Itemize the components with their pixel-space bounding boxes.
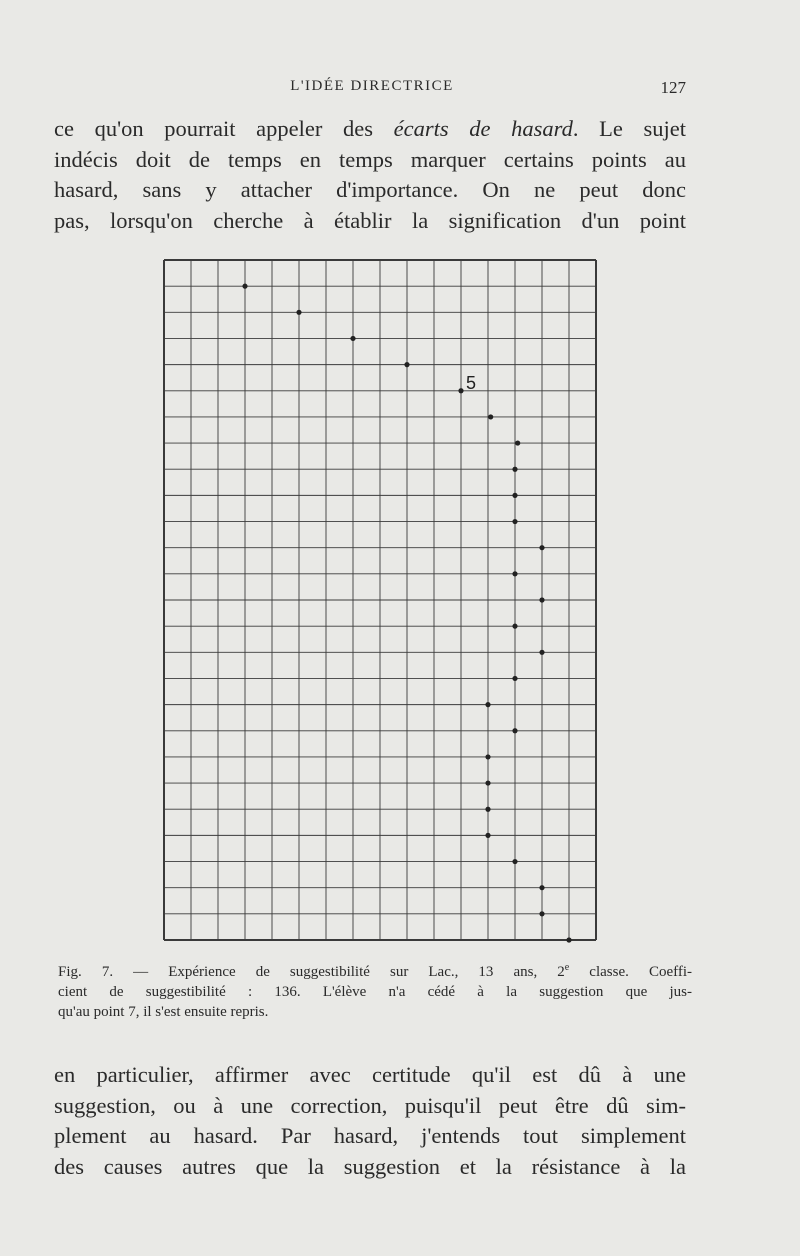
paragraph-top [54,114,686,236]
text-line: indécis doit de temps en temps marquer certains points au [54,146,686,172]
data-point [488,414,493,419]
data-point [404,362,409,367]
text-line: suggestion, ou à une correction, puisqu'il peut être dû sim- [54,1092,686,1118]
superscript: e [564,962,570,973]
text-line: des causes autres que la suggestion et la résistance à la [54,1153,686,1179]
data-point [485,702,490,707]
data-point [512,624,517,629]
data-point [539,597,544,602]
data-point [566,937,571,942]
data-point [539,545,544,550]
figure-caption [58,958,692,1022]
text-line: plement au hasard. Par hasard, j'entends tout simplement [54,1123,686,1148]
data-point [515,440,520,445]
data-point [485,833,490,838]
data-point [512,676,517,681]
data-point [512,519,517,524]
data-point [350,336,355,341]
data-point [485,754,490,759]
data-point [512,467,517,472]
data-point [485,780,490,785]
data-point [242,284,247,289]
data-point [512,571,517,576]
text-line: hasard, sans y attacher d'importance. On ne peut donc [54,177,686,202]
text-line: pas, lorsqu'on cherche à établir la signification d'un point [54,207,686,233]
figure-7-chart [160,256,600,946]
scatter-chart-svg [160,256,600,946]
text-line: ce qu'on pourrait appeler des écarts de hasard. Le sujet [54,116,686,141]
caption-line: cient de suggestibilité : 136. L'élève n'a cédé à la suggestion que jus- [58,984,692,1000]
caption-line: Fig. 7. — Expérience de suggestibilité sur Lac., 13 ans, 2e classe. Coeffi- [58,962,692,980]
data-point [512,728,517,733]
data-point [485,807,490,812]
data-point [458,388,463,393]
running-title: L'IDÉE DIRECTRICE [290,78,454,94]
running-head [58,78,686,104]
data-point [296,310,301,315]
data-point [512,493,517,498]
text-line: en particulier, affirmer avec certitude qu'il est dû à une [54,1062,686,1087]
page-number: 127 [660,78,686,97]
data-point [512,859,517,864]
paragraph-bottom [54,1060,686,1182]
caption-line: qu'au point 7, il s'est ensuite repris. [58,1004,269,1020]
data-point [539,911,544,916]
point-annotation: 5 [466,372,477,393]
chart-grid [164,260,596,940]
data-point [539,650,544,655]
emphasis-text: écarts de hasard [393,116,573,141]
data-point [539,885,544,890]
